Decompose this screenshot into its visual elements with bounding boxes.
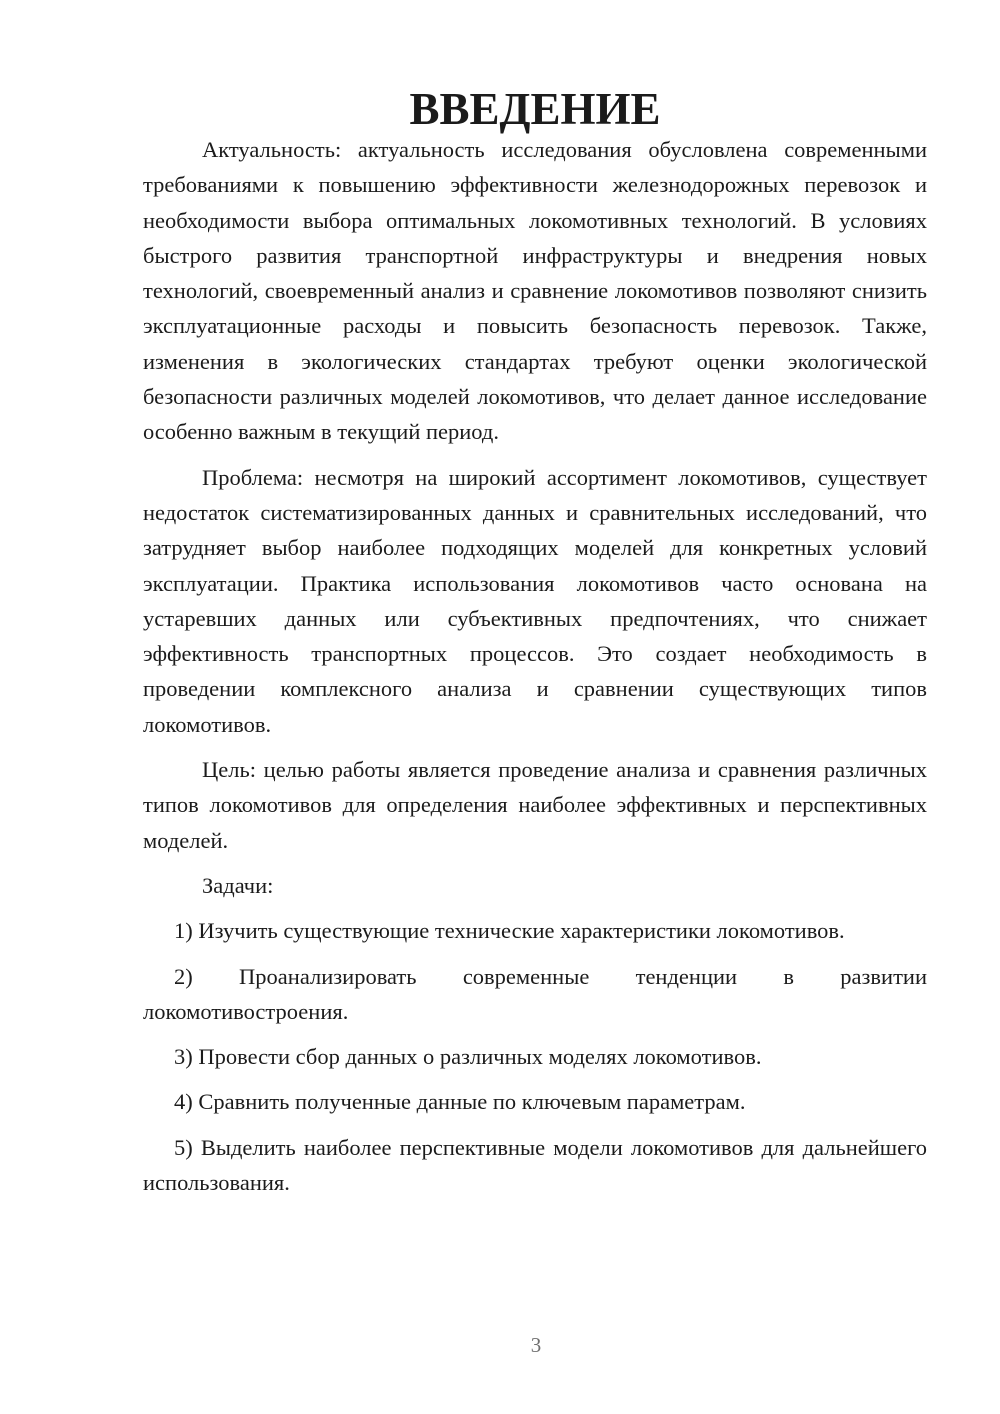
tasks-label: Задачи: <box>202 872 274 898</box>
page-number: 3 <box>530 1333 542 1357</box>
paragraph-relevance: Актуальность: актуальность исследования обусловлена современными требованиями к повышению эффективности железнодорожных перевозок и необходимости выбора оптимальных локомотивных технологий. В условиях быстрого развития транспортной инфраструктуры и внедрения новых технологий, своевременный анализ и сравнение локомотивов позволяют снизить эксплуатационные расходы и повысить безопасность перевозок. Также, изменения в экологических стандартах требуют оценки экологической безопасности различных моделей локомотивов, что делает данное исследование особенно важным в текущий период. <box>143 137 927 445</box>
task-item-3: 3) Провести сбор данных о различных моделях локомотивов. <box>174 1044 762 1070</box>
task-item-1: 1) Изучить существующие технические характеристики локомотивов. <box>174 918 845 944</box>
paragraph-problem: Проблема: несмотря на широкий ассортимент локомотивов, существует недостаток систематизированных данных и сравнительных исследований, что затрудняет выбор наиболее подходящих моделей для конкретных условий эксплуатации. Практика использования локомотивов часто основана на устаревших данных или субъективных предпочтениях, что снижает эффективность транспортных процессов. Это создает необходимость в проведении комплексного анализа и сравнении существующих типов локомотивов. <box>143 464 927 737</box>
task-item-5: 5) Выделить наиболее перспективные модели локомотивов для дальнейшего использования. <box>143 1134 927 1196</box>
document-body <box>143 84 927 1210</box>
tasks-list <box>143 913 927 1200</box>
section-heading: ВВЕДЕНИЕ <box>409 84 661 134</box>
task-item-2: 2) Проанализировать современные тенденции в развитии локомотивостроения. <box>143 963 927 1024</box>
paragraph-goal: Цель: целью работы является проведение анализа и сравнения различных типов локомотивов для определения наиболее эффективных и перспективных моделей. <box>143 757 927 853</box>
task-item-4: 4) Сравнить полученные данные по ключевым параметрам. <box>174 1089 746 1115</box>
